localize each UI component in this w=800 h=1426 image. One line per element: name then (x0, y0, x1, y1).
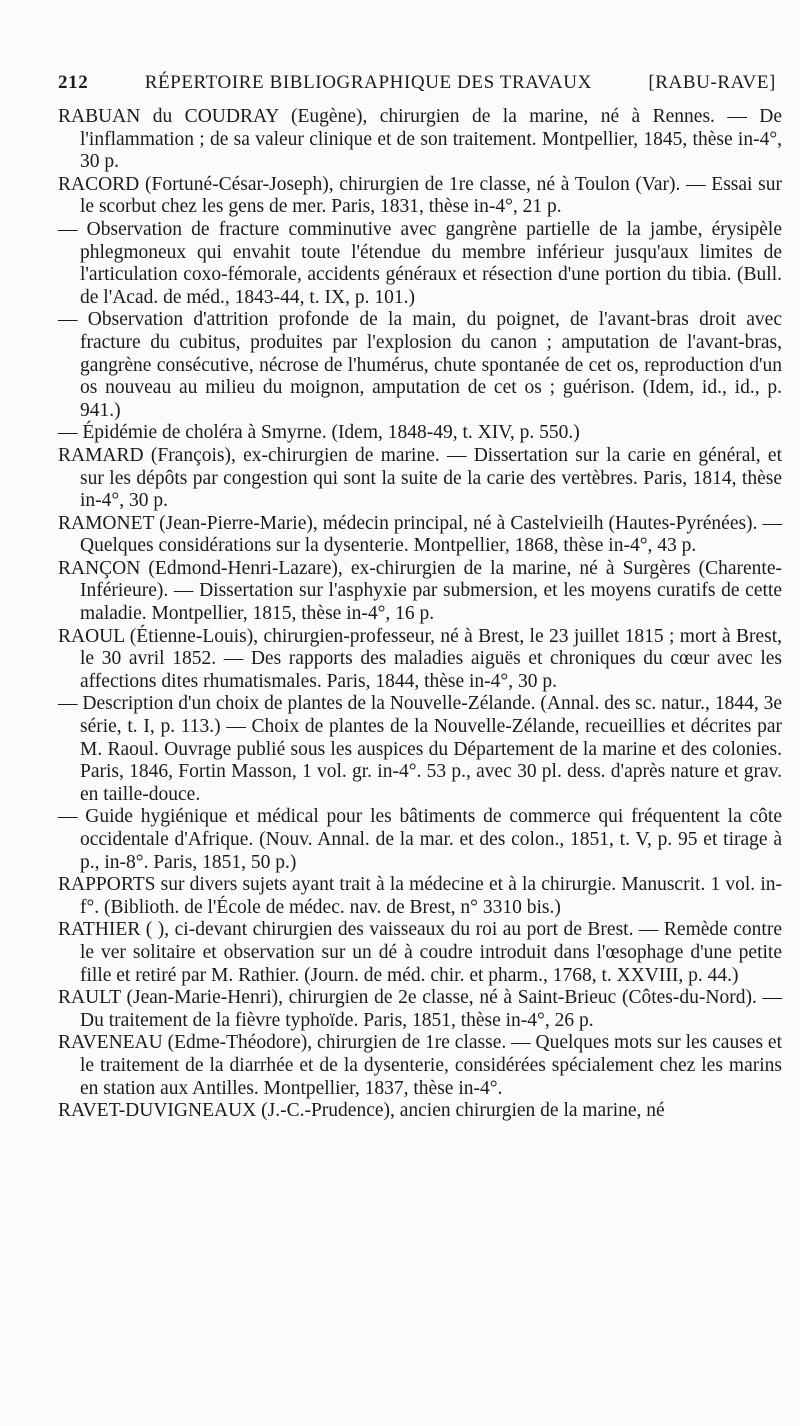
bibliography-entry: RACORD (Fortuné-César-Joseph), chirurgien de 1re classe, né à Toulon (Var). — Essai sur le scorbut chez les gens de mer. Paris, 1831, thèse in-4°, 21 p. (58, 173, 782, 218)
bibliography-entry: RABUAN du COUDRAY (Eugène), chirurgien de la marine, né à Rennes. — De l'inflammation ; de sa valeur clinique et de son traitement. Montpellier, 1845, thèse in-4°, 30 p. (58, 106, 782, 173)
bibliography-entry: RAVENEAU (Edme-Théodore), chirurgien de 1re classe. — Quelques mots sur les causes et le traitement de la diarrhée et de la dysenterie, considérées spécialement chez les marins en station aux Antilles. Montpellier, 1837, thèse in-4°. (58, 1032, 782, 1099)
bibliography-subentry: — Épidémie de choléra à Smyrne. (Idem, 1848-49, t. XIV, p. 550.) (58, 422, 580, 444)
bibliography-entry: RAVET-DUVIGNEAUX (J.-C.-Prudence), ancien chirurgien de la marine, né (58, 1100, 665, 1122)
bibliography-subentry: — Description d'un choix de plantes de la Nouvelle-Zélande. (Annal. des sc. natur., 1844, 3e série, t. I, p. 113.) — Choix de plantes de la Nouvelle-Zélande, recueillies et décrites par M. Raoul. Ouvrage publié sous les auspices du Département de la marine et des colonies. Paris, 1846, Fortin Masson, 1 vol. gr. in-4°. 53 p., avec 30 pl. dess. d'après nature et grav. en taille-douce. (58, 693, 782, 805)
bibliography-entry: RAOUL (Étienne-Louis), chirurgien-professeur, né à Brest, le 23 juillet 1815 ; mort à Brest, le 30 avril 1852. — Des rapports des maladies aiguës et chroniques du cœur avec les affections dites rhumatismales. Paris, 1844, thèse in-4°, 30 p. (58, 625, 782, 692)
bibliography-subentry: — Observation d'attrition profonde de la main, du poignet, de l'avant-bras droit avec fracture du cubitus, produites par l'explosion du canon ; amputation de l'avant-bras, gangrène consécutive, nécrose de l'humérus, chute spontanée de cet os, reproduction d'un os nouveau au milieu du moignon, amputation de cet os ; guérison. (Idem, id., id., p. 941.) (58, 309, 782, 421)
page-number: 212 (58, 72, 89, 93)
entry-list (58, 106, 782, 1123)
bibliography-entry: RAMONET (Jean-Pierre-Marie), médecin principal, né à Castelvieilh (Hautes-Pyrénées). — Quelques considérations sur la dysenterie. Montpellier, 1868, thèse in-4°, 43 p. (58, 512, 782, 557)
bibliography-entry: RAPPORTS sur divers sujets ayant trait à la médecine et à la chirurgie. Manuscrit. 1 vol. in-f°. (Biblioth. de l'École de médec. nav. de Brest, n° 3310 bis.) (58, 874, 782, 918)
bibliography-subentry: — Guide hygiénique et médical pour les bâtiments de commerce qui fréquentent la côte occidentale d'Afrique. (Nouv. Annal. de la mar. et des colon., 1851, t. V, p. 95 et tirage à p., in-8°. Paris, 1851, 50 p.) (58, 806, 782, 873)
bibliography-entry: RATHIER ( ), ci-devant chirurgien des vaisseaux du roi au port de Brest. — Remède contre le ver solitaire et observation sur un dé à coudre introduit dans l'œsophage d'une petite fille et retiré par M. Rathier. (Journ. de méd. chir. et pharm., 1768, t. XXVIII, p. 44.) (58, 919, 782, 986)
alphabetical-range: [RABU-RAVE] (648, 72, 776, 93)
bibliography-entry: RAULT (Jean-Marie-Henri), chirurgien de 2e classe, né à Saint-Brieuc (Côtes-du-Nord). — Du traitement de la fièvre typhoïde. Paris, 1851, thèse in-4°, 26 p. (58, 987, 782, 1031)
running-header (58, 72, 782, 94)
bibliography-entry: RANÇON (Edmond-Henri-Lazare), ex-chirurgien de la marine, né à Surgères (Charente-Inférieure). — Dissertation sur l'asphyxie par submersion, et les moyens curatifs de cette maladie. Montpellier, 1815, thèse in-4°, 16 p. (58, 557, 782, 625)
bibliography-subentry: — Observation de fracture comminutive avec gangrène partielle de la jambe, érysipèle phlegmoneux qui envahit toute l'étendue du membre inférieur jusqu'aux limites de l'articulation coxo-fémorale, accidents généraux et résection d'une portion du tibia. (Bull. de l'Acad. de méd., 1843-44, t. IX, p. 101.) (58, 218, 782, 308)
bibliography-entry: RAMARD (François), ex-chirurgien de marine. — Dissertation sur la carie en général, et sur les dépôts par congestion qui sont la suite de la carie des vertèbres. Paris, 1814, thèse in-4°, 30 p. (58, 444, 782, 512)
running-title: RÉPERTOIRE BIBLIOGRAPHIQUE DES TRAVAUX (144, 72, 592, 93)
